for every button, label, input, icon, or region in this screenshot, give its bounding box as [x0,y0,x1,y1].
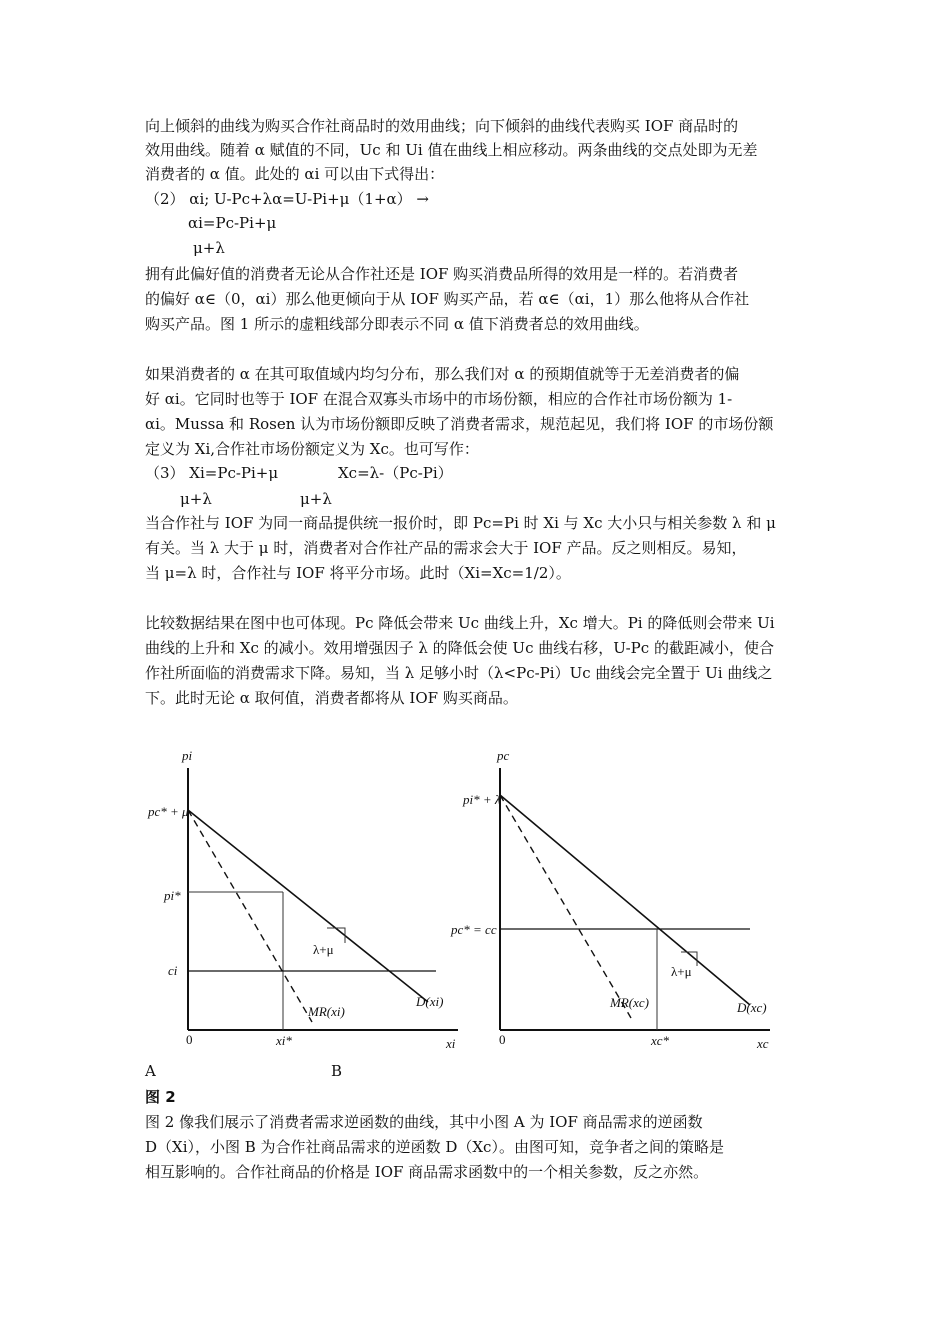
figure-b-x-axis-label: xc [757,1036,769,1051]
equation-3-xi: （3） Xi=Pc-Pi+μ [145,464,279,482]
paragraph-3-line-4: 定义为 Xi,合作社市场份额定义为 Xc。也可写作： [145,440,479,458]
figure-a-slope-triangle [327,928,345,943]
paragraph-6-line-2: D（Xi），小图 B 为合作社商品需求的逆函数 D（Xc）。由图可知，竞争者之间的策略是 [145,1138,724,1156]
equation-3-denominator-a: μ+λ [180,490,212,508]
figure-a-demand-label: D(xi) [416,994,444,1009]
figure-b-mr-label: MR(xc) [610,995,649,1010]
figure-b-qty-label: xc* [651,1033,670,1048]
figure-a-cost-label: ci [168,963,178,978]
paragraph-4-line-3: 当 μ=λ 时，合作社与 IOF 将平分市场。此时（Xi=Xc=1/2）。 [145,564,571,582]
paragraph-3-line-3: αi。Mussa 和 Rosen 认为市场份额即反映了消费者需求，规范起见，我们将 IOF 的市场份额 [145,415,774,433]
figure-b-mr-curve [500,795,631,1018]
paragraph-6-line-1: 图 2 像我们展示了消费者需求逆函数的曲线，其中小图 A 为 IOF 商品需求的逆函数 [145,1113,703,1131]
figure-b-demand-label: D(xc) [737,1000,767,1015]
figure-b-origin-label: 0 [499,1032,506,1047]
figure-caption: 图 2 [145,1088,176,1106]
paragraph-2-line-2: 的偏好 α∈（0，αi）那么他更倾向于从 IOF 购买产品，若 α∈（αi，1）那么他将从合作社 [145,290,750,308]
figure-b-slope-label: λ+μ [671,964,692,979]
equation-2-line-1: （2） αi; U-Pc+λα=U-Pi+μ（1+α） → [145,190,430,208]
paragraph-3-line-2: 好 αi。它同时也等于 IOF 在混合双寡头市场中的市场份额，相应的合作社市场份额为 1- [145,390,733,408]
paragraph-5-line-4: 下。此时无论 α 取何值，消费者都将从 IOF 购买商品。 [145,689,518,707]
paragraph-2-line-3: 购买产品。图 1 所示的虚粗线部分即表示不同 α 值下消费者总的效用曲线。 [145,315,649,333]
equation-2-denominator: μ+λ [193,239,225,257]
figure-b-demand-curve [500,795,750,1005]
figure-a-mr-label: MR(xi) [308,1004,345,1019]
equation-3-xc: Xc=λ-（Pc-Pi） [338,464,453,482]
paragraph-5-line-1: 比较数据结果在图中也可体现。Pc 降低会带来 Uc 曲线上升，Xc 增大。Pi 的降低则会带来 Ui [145,614,775,632]
figure-b-price-label: pc* = cc [451,922,497,937]
paragraph-4-line-1: 当合作社与 IOF 为同一商品提供统一报价时，即 Pc=Pi 时 Xi 与 Xc 大小只与相关参数 λ 和 μ [145,514,776,532]
figure-a-slope-label: λ+μ [313,942,334,957]
paragraph-3-line-1: 如果消费者的 α 在其可取值域内均匀分布，那么我们对 α 的预期值就等于无差消费者的偏 [145,365,740,383]
figure-label-a: A [145,1062,156,1080]
figure-a-mr-curve [188,810,312,1022]
equation-3-denominator-b: μ+λ [300,490,332,508]
paragraph-1-line-1: 向上倾斜的曲线为购买合作社商品时的效用曲线；向下倾斜的曲线代表购买 IOF 商品时的 [145,117,739,135]
paragraph-4-line-2: 有关。当 λ 大于 μ 时，消费者对合作社产品的需求会大于 IOF 产品。反之则相反。易知， [145,539,747,557]
paragraph-2-line-1: 拥有此偏好值的消费者无论从合作社还是 IOF 购买消费品所得的效用是一样的。若消费者 [145,265,739,283]
figure-b-intercept-label: pi* + λ [463,792,501,807]
figure-b-inverse-demand-coop [445,740,795,1060]
figure-a-y-axis-label: pi [182,748,193,763]
paragraph-5-line-2: 曲线的上升和 Xc 的减小。效用增强因子 λ 的降低会使 Uc 曲线右移，U-Pc 的截距减小，使合 [145,639,774,657]
paragraph-1-line-3: 消费者的 α 值。此处的 αi 可以由下式得出： [145,165,445,183]
figure-b-y-axis-label: pc [497,748,510,763]
figure-a-x-axis-label: xi [446,1036,456,1051]
paragraph-5-line-3: 作社所面临的消费需求下降。易知，当 λ 足够小时（λ<Pc-Pi）Uc 曲线会完全置于 Ui 曲线之 [145,664,773,682]
figure-a-intercept-label: pc* + μ [148,804,189,819]
figure-a-price-label: pi* [164,888,181,903]
figure-a-demand-curve [188,810,428,1002]
figure-label-b: B [331,1062,343,1080]
figure-a-inverse-demand-iof [140,740,470,1060]
figure-a-origin-label: 0 [186,1032,193,1047]
figure-a-qty-label: xi* [276,1033,292,1048]
equation-2-numerator: αi=Pc-Pi+μ [188,214,277,232]
paragraph-1-line-2: 效用曲线。随着 α 赋值的不同，Uc 和 Ui 值在曲线上相应移动。两条曲线的交点处即为无差 [145,141,758,159]
paragraph-6-line-3: 相互影响的。合作社商品的价格是 IOF 商品需求函数中的一个相关参数，反之亦然。 [145,1163,709,1181]
